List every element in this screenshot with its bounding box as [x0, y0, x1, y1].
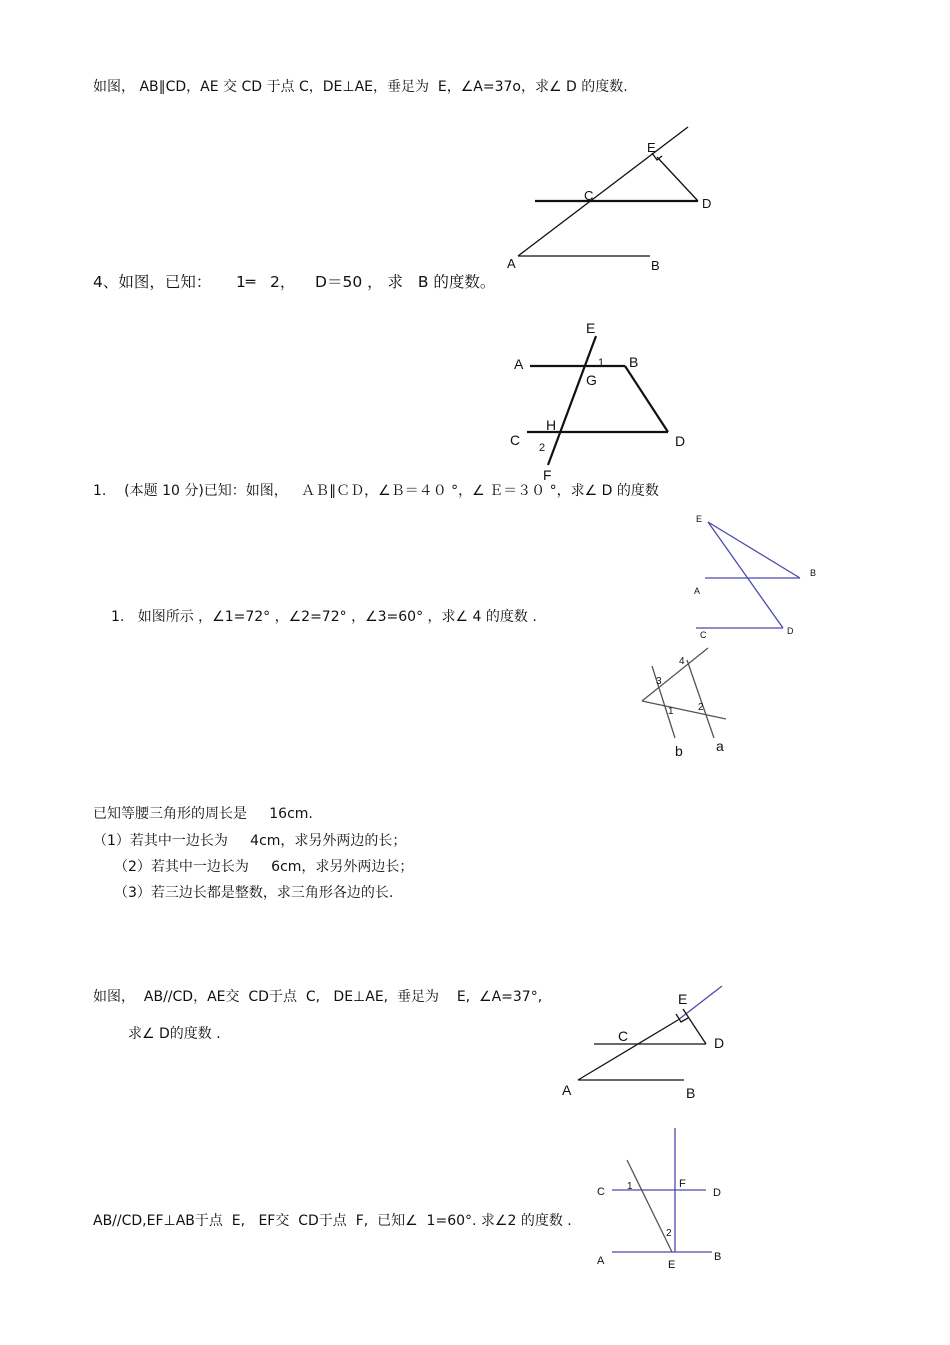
label-2: 2: [698, 702, 704, 713]
label-a: a: [716, 738, 724, 754]
label-C: C: [510, 432, 521, 448]
problem-6-line-1: 如图， AB//CD，AE交 CD于点 C, DE⊥AE, 垂足为 E, ∠A=37°,: [93, 989, 543, 1005]
label-A: A: [514, 356, 524, 372]
label-D: D: [787, 626, 794, 636]
label-B: B: [714, 1251, 722, 1263]
label-B: B: [686, 1085, 696, 1101]
label-1: 1: [598, 357, 605, 369]
label-B: B: [651, 258, 660, 273]
label-D: D: [713, 1187, 721, 1199]
problem-6-line-2: 求∠ D的度数 .: [128, 1026, 221, 1042]
label-E: E: [668, 1259, 676, 1271]
label-E: E: [586, 320, 596, 336]
problem-5-line-1: 已知等腰三角形的周长是 16cm.: [93, 806, 313, 822]
problem-2-text: 4、如图，已知： 1═ 2， D＝50 ， 求 B 的度数。: [93, 273, 496, 291]
label-D: D: [675, 433, 686, 449]
problem-7-text: AB//CD,EF⊥AB于点 E, EF交 CD于点 F, 已知∠ 1=60°. 求∠2 的度数 .: [93, 1213, 572, 1229]
label-2: 2: [666, 1228, 672, 1239]
label-A: A: [562, 1082, 572, 1098]
label-2: 2: [539, 442, 546, 454]
label-4: 4: [679, 656, 685, 667]
problem-5-line-4: （3）若三边长都是整数，求三角形各边的长.: [114, 885, 394, 901]
problem-5-line-2: （1）若其中一边长为 4cm，求另外两边的长；: [93, 833, 407, 849]
label-E: E: [696, 514, 703, 524]
label-D: D: [702, 196, 712, 211]
label-F: F: [543, 467, 552, 483]
label-D: D: [714, 1035, 725, 1051]
label-1: 1: [668, 706, 674, 717]
label-A: A: [507, 256, 516, 271]
label-C: C: [597, 1186, 605, 1198]
label-1: 1: [627, 1181, 633, 1192]
problem-4-text: 1. 如图所示 ，∠1=72° ，∠2=72° ，∠3=60° ，求∠ 4 的度数 .: [111, 609, 537, 625]
label-B: B: [810, 568, 817, 578]
problem-3-text: 1. (本题 10 分)已知：如图， ＡＢ∥ＣＤ，∠Ｂ＝４０ °，∠ Ｅ＝３０ °，求∠ D 的度数: [93, 483, 659, 499]
label-C: C: [700, 630, 707, 640]
label-A: A: [694, 586, 701, 596]
label-C: C: [584, 188, 594, 203]
label-E: E: [678, 991, 688, 1007]
problem-1-text: 如图， AB∥CD，AE 交 CD 于点 C，DE⊥AE，垂足为 E，∠A=37o，求∠ D 的度数.: [93, 79, 628, 95]
label-F: F: [679, 1178, 686, 1190]
label-E: E: [647, 140, 656, 155]
problem-5-line-3: （2）若其中一边长为 6cm，求另外两边长；: [114, 859, 414, 875]
label-A: A: [597, 1255, 605, 1267]
label-H: H: [546, 417, 557, 433]
label-G: G: [586, 372, 597, 388]
label-3: 3: [656, 676, 662, 687]
label-C: C: [618, 1028, 629, 1044]
label-B: B: [629, 354, 639, 370]
label-b: b: [675, 743, 683, 759]
